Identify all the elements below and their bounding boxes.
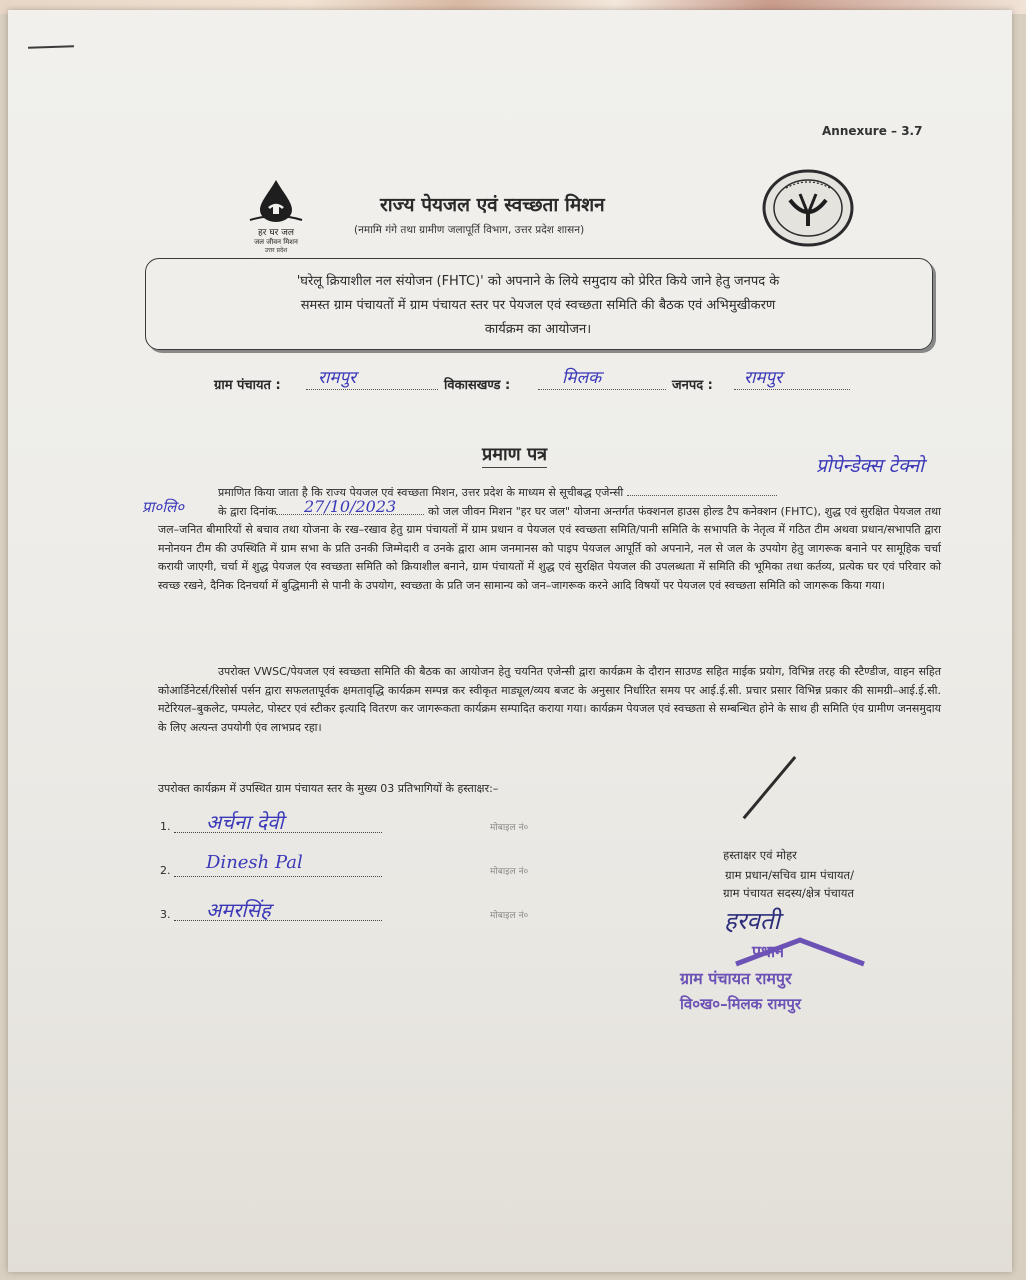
stamp-line-2: ग्राम पंचायत रामपुर: [680, 969, 792, 988]
logo-text-3: उत्तर प्रदेश: [264, 247, 288, 254]
program-title-line-1: 'घरेलू क्रियाशील नल संयोजन (FHTC)' को अपनाने के लिये समुदाय को प्रेरित किये जाने हेतु जनपद के: [296, 274, 780, 289]
participant-signature: अमरसिंह: [206, 898, 271, 922]
participant-number: 1.: [160, 820, 171, 833]
janpad-value: रामपुर: [744, 368, 783, 388]
gram-panchayat-value: रामपुर: [318, 368, 357, 388]
logo-text-2: जल जीवन मिशन: [254, 238, 298, 246]
program-title-line-2: समस्त ग्राम पंचायतों में ग्राम पंचायत स्तर पर पेयजल एवं स्वच्छता समिति की बैठक एवं अभिमुखीकरण: [300, 298, 776, 313]
mission-subtitle: (नमामि गंगे तथा ग्रामीण जलापूर्ति विभाग, उत्तर प्रदेश शासन): [354, 224, 585, 236]
stamp-line-3: वि०ख०–मिलक रामपुर: [680, 995, 802, 1013]
certificate-paragraph-1: [158, 484, 941, 596]
participant-signature: Dinesh Pal: [206, 852, 303, 873]
stamp-line-1: प्रधान: [752, 942, 784, 961]
attendance-intro: उपरोक्त कार्यक्रम में उपस्थित ग्राम पंचायत स्तर के मुख्य 03 प्रतिभागियों के हस्ताक्षर:–: [158, 782, 499, 795]
date-line: [276, 514, 424, 515]
pen-stroke: [743, 756, 797, 819]
certificate-heading: प्रमाण पत्र: [482, 442, 547, 468]
program-title-line-3: कार्यक्रम का आयोजन।: [484, 322, 592, 337]
vikaskhand-line: [538, 373, 666, 390]
agency-prefix: प्रा०लि०: [142, 498, 185, 516]
signatory-designation-1: ग्राम प्रधान/सचिव ग्राम पंचायत/: [725, 868, 854, 882]
para1-start: प्रमाणित किया जाता है कि राज्य पेयजल एवं स्वच्छता मिशन, उत्तर प्रदेश के माध्यम से सूचीबद्ध एजेन्सी: [218, 486, 624, 499]
mobile-label: मोबाइल नं०: [490, 823, 529, 833]
jal-jeevan-mission-logo: [240, 178, 312, 255]
signatory-designation-2: ग्राम पंचायत सदस्य/क्षेत्र पंचायत: [723, 886, 854, 900]
participant-row-3: [160, 896, 540, 926]
water-drop-icon: [240, 178, 312, 224]
para1-rest: को जल जीवन मिशन "हर घर जल" योजना अन्तर्गत फंक्शनल हाउस होल्ड टैप कनेक्शन (FHTC), शुद्ध एवं सुरक्षित पेयजल तथा जल–जनित बीमारियों से बचाव तथा योजना के रख–रखाव हेतु ग्राम पंचायतों में ग्राम प्रधान व पेयजल एवं स्वच्छता समिति/पानी समिति के सभापति के नेतृत्व में गठित टीम अथवा प्रधान/सभापति द्वारा मनोनयन टीम की उपस्थिति में ग्राम सभा के प्रति उनकी जिम्मेदारी व उनके द्वारा आम जनमानस को पाइप पेयजल आपूर्ति को अपनाने, नल से जल के उपयोग हेतु जागरूक बनाने पर सामूहिक चर्चा करायी जाएगी, चर्चा में शुद्ध पेयजल एंव स्वच्छता समिति को क्रियाशील बनाने, ग्राम पंचायतों में शुद्ध एवं सुरक्षित पेयजल की उपलब्धता में समिति की भूमिका तथा कर्तव्य, प्रत्येक घर एवं परिवार को स्वच्छ रखने, दैनिक दिनचर्या में बुद्धिमानी से पानी के उपयोग, स्वच्छता के प्रति जन सामान्य को जन–जागरूक करने आदि विषयों पर पेयजल एवं स्वच्छता समिति को जागरूक किया गया।: [158, 504, 941, 592]
vikaskhand-value: मिलक: [562, 368, 602, 388]
signature-line: [174, 876, 382, 877]
document-page: [8, 10, 1012, 1272]
participant-row-2: [160, 852, 540, 882]
agency-name: प्रोपेन्डेक्स टेक्नो: [816, 455, 925, 477]
program-title-text: [158, 270, 918, 342]
signature-seal-label: हस्ताक्षर एवं मोहर: [723, 848, 797, 862]
participant-signature: अर्चना देवी: [206, 810, 284, 834]
state-emblem-icon: [760, 168, 856, 248]
participant-number: 2.: [160, 864, 171, 877]
pen-mark: [28, 45, 74, 49]
pradhan-signature: हरवती: [724, 907, 780, 935]
gram-panchayat-label: ग्राम पंचायत :: [214, 378, 281, 393]
date-label: के द्वारा दिनांक: [218, 504, 277, 518]
mobile-label: मोबाइल नं०: [490, 911, 529, 921]
certificate-paragraph-2: उपरोक्त VWSC/पेयजल एवं स्वच्छता समिति की बैठक का आयोजन हेतु चयनित एजेन्सी द्वारा कार्यक्रम के दौरान साउण्ड सहित माईक प्रयोग, विभिन्न तरह की स्टैण्डीज, वाहन सहित कोआर्डिनेटर्स/रिसोर्स पर्सन द्वारा सफलतापूर्वक क्षमतावृद्धि कार्यक्रम सम्पन्न कर स्वीकृत माड्यूल/व्यय बजट के अनुसार निर्धारित समय पर आई.ई.सी. प्रचार प्रसार विभिन्न प्रकार की सामग्री–आई.ई.सी. मटेरियल–बुकलेट, पम्पलेट, पोस्टर एवं स्टीकर इत्यादि वितरण कर जागरूकता कार्यक्रम सम्पादित कराया गया। कार्यक्रम पेयजल एवं स्वच्छता से सम्बन्धित होने के साथ ही समिति एंव ग्रामीण जनसमुदाय के लिए अत्यन्त उपयोगी एंव लाभप्रद रहा।: [158, 665, 941, 734]
annexure-label: Annexure – 3.7: [822, 124, 923, 138]
program-date: 27/10/2023: [304, 497, 397, 516]
agency-line: [627, 495, 777, 496]
participant-number: 3.: [160, 908, 171, 921]
mobile-label: मोबाइल नं०: [490, 867, 529, 877]
logo-text-1: हर घर जल: [258, 228, 294, 238]
vikaskhand-label: विकासखण्ड :: [444, 378, 511, 393]
mission-title: राज्य पेयजल एवं स्वच्छता मिशन: [380, 194, 605, 216]
up-government-emblem: [760, 168, 856, 252]
janpad-label: जनपद :: [672, 378, 713, 393]
participant-row-1: [160, 808, 540, 838]
location-fields: [214, 365, 854, 395]
